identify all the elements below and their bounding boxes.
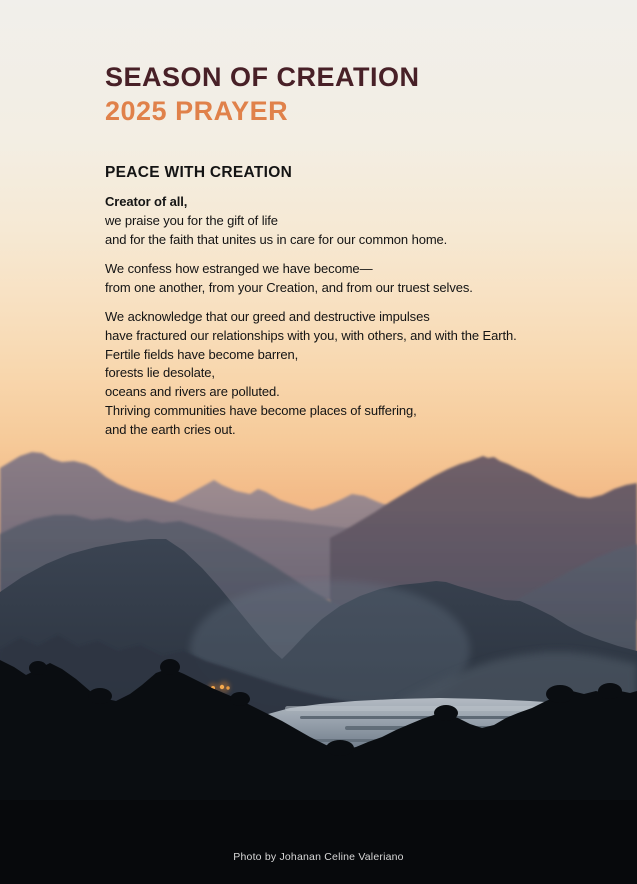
prayer-text-block [105,163,595,450]
prayer-confession-lines: We confess how estranged we have become— from one another, from your Creation, and from our truest selves. [105,260,473,295]
prayer-opening-lines: we praise you for the gift of life and for the faith that unites us in care for our common home. [105,212,448,247]
prayer-confession-paragraph [105,260,595,298]
poster-title-line1: SEASON OF CREATION [105,62,420,92]
prayer-opening-paragraph [105,193,595,249]
poster-header [105,60,420,128]
prayer-acknowledgement-lines: We acknowledge that our greed and destructive impulses have fractured our relationships with you, with others, and with the Earth. Fertile fields have become barren, forests lie desolate, oceans and rivers are polluted. Thriving communities have become places of suffering, and the earth cries out. [105,308,517,437]
poster-title-line2: 2025 PRAYER [105,96,289,126]
prayer-opening-bold: Creator of all, [105,194,188,209]
prayer-acknowledgement-paragraph [105,308,595,440]
photo-credit: Photo by Johanan Celine Valeriano [233,851,404,863]
section-heading: PEACE WITH CREATION [105,164,293,181]
